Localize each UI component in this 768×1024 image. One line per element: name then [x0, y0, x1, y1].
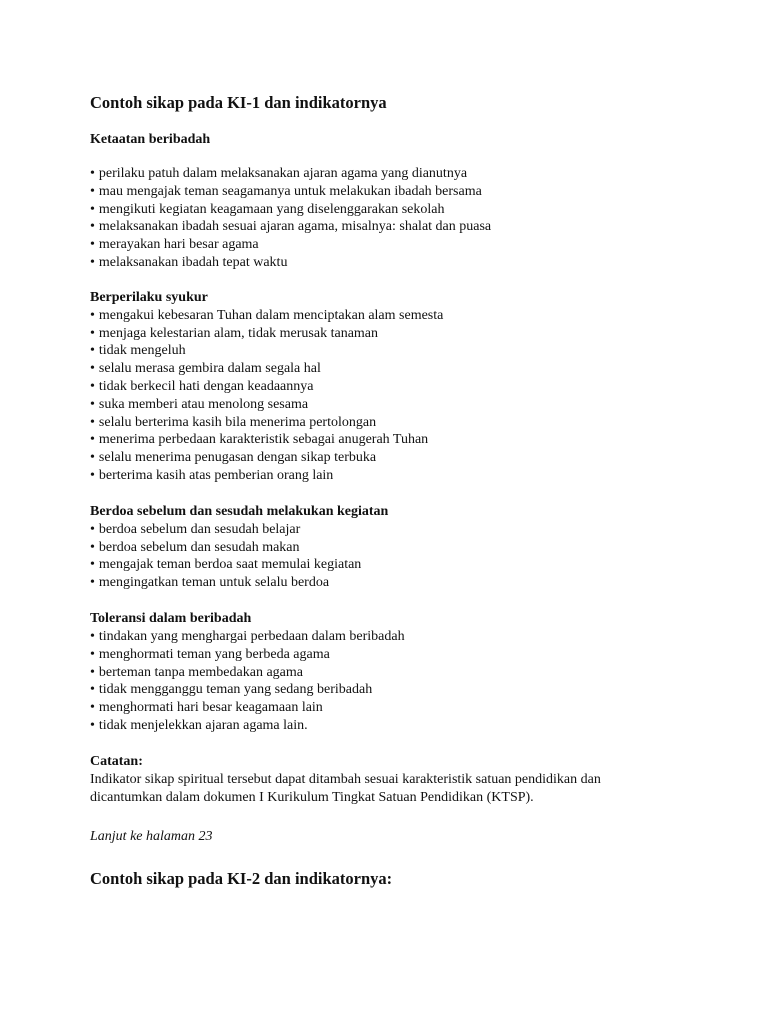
list-item: • merayakan hari besar agama	[90, 237, 259, 253]
list-item: • melaksanakan ibadah sesuai ajaran agama, misalnya: shalat dan puasa	[90, 219, 492, 235]
list-item: • berterima kasih atas pemberian orang lain	[90, 467, 334, 483]
list-item: • mau mengajak teman seagamanya untuk melakukan ibadah bersama	[90, 183, 482, 199]
list-item: • tidak mengganggu teman yang sedang beribadah	[90, 682, 373, 698]
list-toleransi	[90, 628, 730, 735]
list-item: • berteman tanpa membedakan agama	[90, 664, 303, 680]
list-item: • berdoa sebelum dan sesudah makan	[90, 539, 300, 555]
section-heading-syukur: Berperilaku syukur	[90, 289, 208, 305]
document-page	[90, 92, 730, 890]
list-item: • berdoa sebelum dan sesudah belajar	[90, 521, 301, 537]
list-item: • selalu merasa gembira dalam segala hal	[90, 361, 321, 377]
list-item: • tidak mengeluh	[90, 343, 186, 359]
list-item: • melaksanakan ibadah tepat waktu	[90, 254, 288, 270]
list-ketaatan	[90, 165, 730, 272]
list-item: • perilaku patuh dalam melaksanakan ajaran agama yang dianutnya	[90, 166, 468, 181]
list-item: • suka memberi atau menolong sesama	[90, 396, 309, 412]
list-item: • tidak berkecil hati dengan keadaannya	[90, 378, 314, 394]
list-item: • mengikuti kegiatan keagamaan yang diselenggarakan sekolah	[90, 201, 445, 217]
list-item: • mengingatkan teman untuk selalu berdoa	[90, 575, 330, 591]
note-heading: Catatan:	[90, 753, 143, 769]
page-title: Contoh sikap pada KI-1 dan indikatornya	[90, 93, 387, 112]
list-berdoa	[90, 521, 730, 592]
section-heading-berdoa: Berdoa sebelum dan sesudah melakukan kegiatan	[90, 503, 389, 519]
list-item: • menghormati teman yang berbeda agama	[90, 646, 330, 662]
note-text: Indikator sikap spiritual tersebut dapat ditambah sesuai karakteristik satuan pendidikan dan dicantumkan dalam dokumen I Kurikulum Tingkat Satuan Pendidikan (KTSP).	[90, 771, 601, 805]
list-item: • selalu menerima penugasan dengan sikap terbuka	[90, 450, 377, 466]
list-item: • tidak menjelekkan ajaran agama lain.	[90, 717, 308, 733]
section-heading-ketaatan: Ketaatan beribadah	[90, 132, 211, 147]
next-section-title: Contoh sikap pada KI-2 dan indikatornya:	[90, 869, 393, 889]
list-item: • mengakui kebesaran Tuhan dalam menciptakan alam semesta	[90, 307, 444, 323]
list-item: • selalu berterima kasih bila menerima pertolongan	[90, 414, 377, 430]
list-item: • menghormati hari besar keagamaan lain	[90, 700, 323, 716]
list-item: • menjaga kelestarian alam, tidak merusak tanaman	[90, 325, 379, 341]
list-item: • mengajak teman berdoa saat memulai kegiatan	[90, 557, 362, 573]
list-syukur	[90, 307, 730, 485]
continue-link-text: Lanjut ke halaman 23	[90, 829, 213, 845]
list-item: • menerima perbedaan karakteristik sebagai anugerah Tuhan	[90, 432, 429, 448]
list-item: • tindakan yang menghargai perbedaan dalam beribadah	[90, 628, 405, 644]
section-heading-toleransi: Toleransi dalam beribadah	[90, 610, 252, 626]
